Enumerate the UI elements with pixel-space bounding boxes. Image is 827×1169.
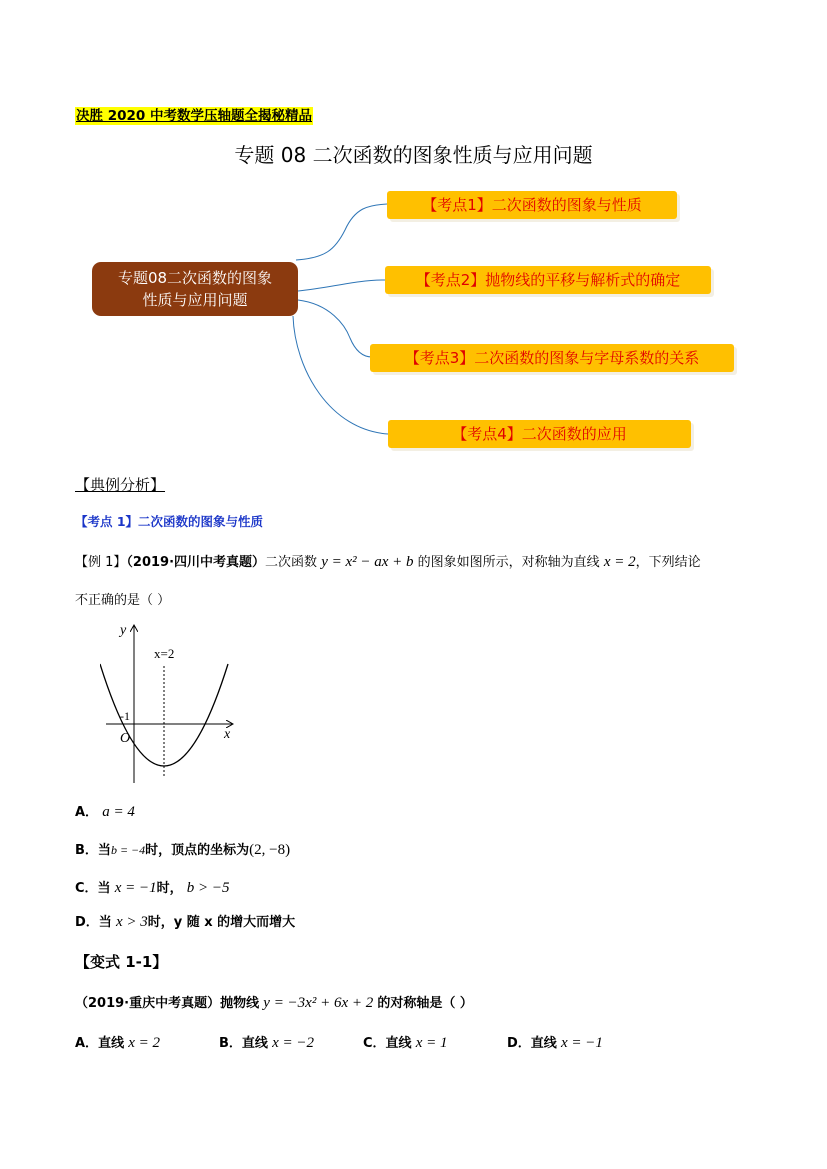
variant-option-a <box>75 1033 160 1054</box>
option-b-pre: 当 <box>97 843 111 858</box>
option-b-letter: B． <box>75 843 98 858</box>
example-1-axis: x = 2 <box>603 554 636 570</box>
tick-label-minus-1: -1 <box>120 709 130 723</box>
variant-option-d-pre: 直线 <box>530 1036 557 1051</box>
center-node-line2: 性质与应用问题 <box>142 291 248 309</box>
variant-option-a-letter: A． <box>75 1036 99 1051</box>
section-heading: 【典例分析】 <box>75 476 166 494</box>
option-d-math: x > 3 <box>115 914 148 930</box>
option-d <box>75 912 295 933</box>
symmetry-axis-label: x=2 <box>154 646 175 661</box>
option-d-pre: 当 <box>98 915 112 930</box>
option-c-letter: C． <box>75 881 98 896</box>
mindmap-branch-3: 【考点3】二次函数的图象与字母系数的关系 <box>370 344 734 372</box>
mindmap-branch-2: 【考点2】抛物线的平移与解析式的确定 <box>385 266 711 294</box>
option-c-math: x = −1 <box>114 880 157 896</box>
x-axis-label: x <box>224 727 231 742</box>
variant-option-b <box>219 1033 314 1054</box>
variant-option-d-letter: D． <box>507 1036 531 1051</box>
variant-option-a-pre: 直线 <box>98 1036 125 1051</box>
example-1-text-c: ，下列结论 <box>635 555 701 570</box>
connector-1 <box>296 204 387 260</box>
option-c-pre: 当 <box>97 881 111 896</box>
example-1-label: 【例 1】 <box>75 555 127 570</box>
header-banner: 决胜 2020 中考数学压轴题全揭秘精品 <box>76 108 312 124</box>
variant-option-b-letter: B． <box>219 1036 242 1051</box>
y-axis-label: y <box>120 623 127 638</box>
variant-option-c <box>363 1033 447 1054</box>
option-a-letter: A． <box>75 805 99 820</box>
mindmap-connectors <box>0 180 827 460</box>
example-1-question <box>75 552 701 573</box>
option-b <box>75 840 290 861</box>
example-1-function: y = x² − ax + b <box>321 554 414 570</box>
option-a <box>75 802 135 823</box>
variant-1-1-label: 【变式 1-1】 <box>75 953 168 971</box>
option-c-math2: b > −5 <box>186 880 230 896</box>
option-a-math: a = 4 <box>102 804 135 820</box>
variant-1-1-question <box>75 993 473 1014</box>
connector-4 <box>293 316 388 434</box>
example-1-question-line2: 不正确的是（ ） <box>75 593 171 608</box>
variant-1-1-function: y = −3x² + 6x + 2 <box>263 995 374 1011</box>
variant-option-d <box>507 1033 603 1054</box>
example-1-source: （2019·四川中考真题） <box>126 555 266 570</box>
option-c <box>75 878 230 899</box>
variant-1-1-source: （2019·重庆中考真题） <box>75 996 221 1011</box>
mindmap-branch-4: 【考点4】二次函数的应用 <box>388 420 691 448</box>
variant-option-a-math: x = 2 <box>128 1035 160 1051</box>
example-1-text-b: 的图象如图所示，对称轴为直线 <box>417 555 600 570</box>
document-title: 专题 08 二次函数的图象性质与应用问题 <box>234 143 593 167</box>
example-1-text-a: 二次函数 <box>265 555 318 570</box>
connector-3 <box>298 300 372 357</box>
variant-option-b-pre: 直线 <box>241 1036 268 1051</box>
option-b-post: 时，顶点的坐标为 <box>145 843 250 858</box>
variant-1-1-text-b: 的对称轴是（ ） <box>377 996 473 1011</box>
mindmap-center-node <box>92 262 298 316</box>
center-node-line1: 专题08二次函数的图象 <box>117 269 273 287</box>
option-d-letter: D． <box>75 915 99 930</box>
origin-label: O <box>120 731 131 746</box>
variant-option-b-math: x = −2 <box>272 1035 314 1051</box>
variant-option-c-letter: C． <box>363 1036 386 1051</box>
parabola-graph <box>100 618 240 788</box>
option-b-math2: (2, −8) <box>249 842 291 858</box>
variant-option-c-math: x = 1 <box>415 1035 448 1051</box>
option-b-math: b = −4 <box>110 843 146 857</box>
variant-option-d-math: x = −1 <box>560 1035 603 1051</box>
mindmap-branch-1: 【考点1】二次函数的图象与性质 <box>387 191 677 219</box>
option-d-post: 时，y 随 x 的增大而增大 <box>147 915 296 930</box>
kaodian-1-heading: 【考点 1】二次函数的图象与性质 <box>75 514 264 529</box>
variant-1-1-text-a: 抛物线 <box>220 996 260 1011</box>
variant-option-c-pre: 直线 <box>385 1036 412 1051</box>
connector-2 <box>298 280 385 291</box>
option-c-post: 时， <box>156 881 183 896</box>
